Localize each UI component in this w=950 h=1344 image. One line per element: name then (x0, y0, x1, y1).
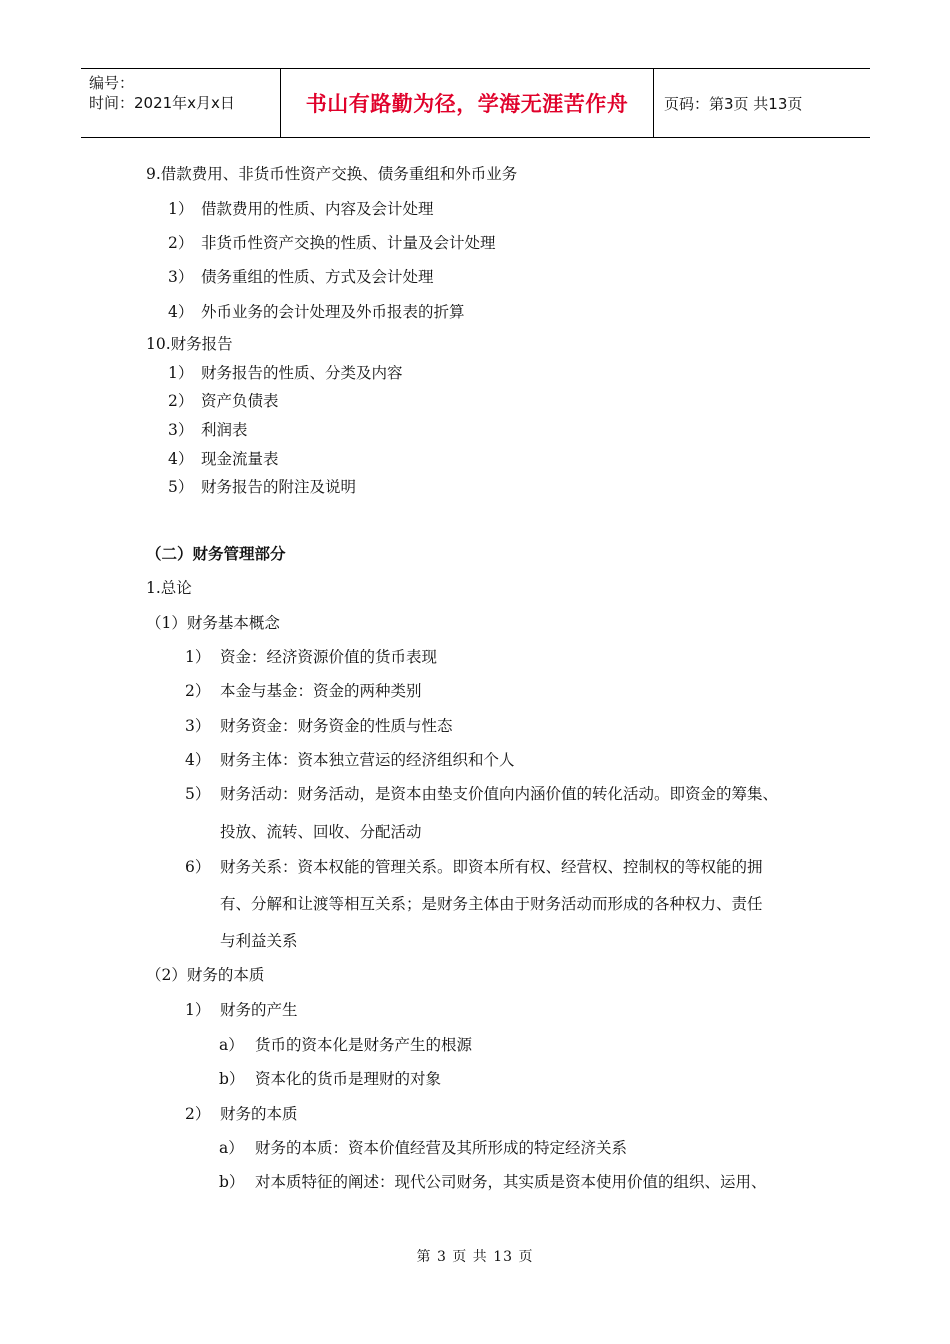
time-label: 时间：2021年x月x日 (89, 94, 235, 112)
list-item: 2） 本金与基金：资金的两种类别 (185, 682, 422, 700)
list-item: 3） 利润表 (168, 421, 248, 439)
list-item: 2） 资产负债表 (168, 392, 279, 410)
subsection-1-title: （1）财务基本概念 (146, 614, 280, 632)
list-item: 1） 财务报告的性质、分类及内容 (168, 364, 403, 382)
list-item-continuation: 投放、流转、回收、分配活动 (220, 823, 422, 841)
list-item: 5） 财务活动：财务活动，是资本由垫支价值向内涵价值的转化活动。即资金的筹集、 (185, 785, 779, 803)
header-motto: 书山有路勤为径，学海无涯苦作舟 (281, 69, 654, 137)
header-page-info: 页码：第3页 共13页 (664, 94, 803, 113)
list-item: 2） 财务的本质 (185, 1105, 298, 1123)
list-item: 1） 财务的产生 (185, 1001, 298, 1019)
list-item: 2） 非货币性资产交换的性质、计量及会计处理 (168, 234, 496, 252)
list-item: 3） 财务资金：财务资金的性质与性态 (185, 717, 453, 735)
list-item: b） 资本化的货币是理财的对象 (219, 1070, 442, 1088)
list-item: a） 财务的本质：资本价值经营及其所形成的特定经济关系 (219, 1139, 628, 1157)
section-9-title: 9.借款费用、非货币性资产交换、债务重组和外币业务 (146, 165, 518, 183)
part-2-heading: （二）财务管理部分 (146, 544, 286, 563)
list-item: b） 对本质特征的阐述：现代公司财务，其实质是资本使用价值的组织、运用、 (219, 1173, 767, 1191)
page-footer: 第 3 页 共 13 页 (416, 1249, 534, 1265)
list-item: 1） 借款费用的性质、内容及会计处理 (168, 200, 434, 218)
subsection-2-title: （2）财务的本质 (146, 966, 265, 984)
list-item: 3） 债务重组的性质、方式及会计处理 (168, 268, 434, 286)
page-header (81, 68, 870, 138)
section-10-title: 10.财务报告 (146, 335, 233, 353)
list-item-continuation: 与利益关系 (220, 932, 298, 950)
list-item: 4） 外币业务的会计处理及外币报表的折算 (168, 303, 465, 321)
list-item: 1） 资金：经济资源价值的货币表现 (185, 648, 438, 666)
list-item: 5） 财务报告的附注及说明 (168, 478, 357, 496)
list-item: a） 货币的资本化是财务产生的根源 (219, 1036, 473, 1054)
serial-label: 编号： (89, 74, 135, 92)
list-item: 6） 财务关系：资本权能的管理关系。即资本所有权、经营权、控制权的等权能的拥 (185, 858, 763, 876)
list-item-continuation: 有、分解和让渡等相互关系；是财务主体由于财务活动而形成的各种权力、责任 (220, 895, 763, 913)
list-item: 4） 财务主体：资本独立营运的经济组织和个人 (185, 751, 515, 769)
chapter-1-title: 1.总论 (146, 579, 192, 597)
list-item: 4） 现金流量表 (168, 450, 279, 468)
header-left-cell (81, 69, 281, 137)
